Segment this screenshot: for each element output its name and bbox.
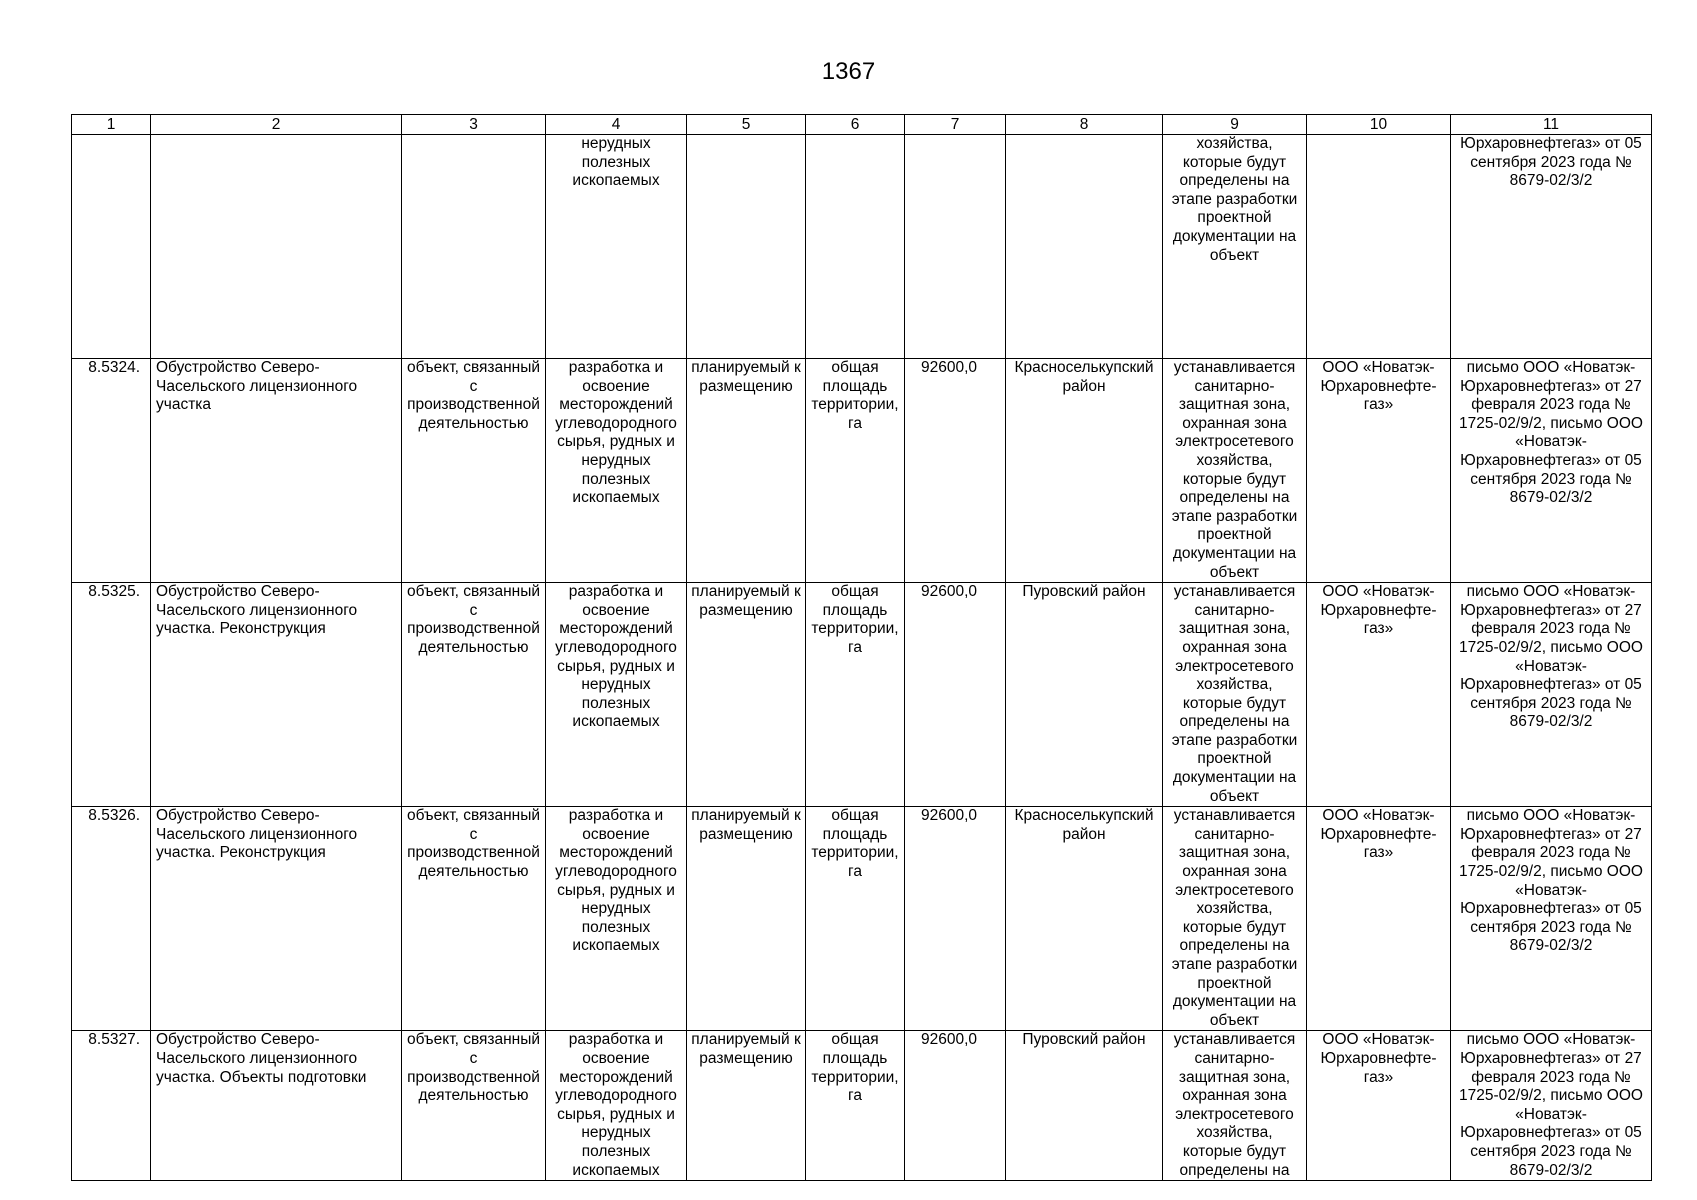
column-header: 10 [1307,115,1451,135]
cell-basis: письмо ООО «Новатэк-Юрхаровнефтегаз» от 27 февраля 2023 года № 1725-02/9/2, письмо ООО «Новатэк-Юрхаровнефтегаз» от 05 сентября 2023 года № 8679-02/3/2 [1451,583,1652,807]
cell-basis: Юрхаровнефтегаз» от 05 сентября 2023 года № 8679-02/3/2 [1451,135,1652,359]
cell-num: 8.5324. [72,359,151,583]
cell-value: 92600,0 [905,807,1006,1031]
cell-characteristic: общая площадь территории, га [806,1031,905,1181]
cell-purpose: разработка и освоение месторождений углеводородного сырья, рудных и нерудных полезных ископаемых [546,1031,687,1181]
cell-location: Пуровский район [1006,1031,1163,1181]
cell-status: планируемый к размещению [687,807,806,1031]
cell-zones: хозяйства, которые будут определены на этапе разработки проектной документации на объект [1163,135,1307,359]
column-header: 1 [72,115,151,135]
cell-purpose: разработка и освоение месторождений углеводородного сырья, рудных и нерудных полезных ископаемых [546,359,687,583]
cell-num: 8.5327. [72,1031,151,1181]
cell-value: 92600,0 [905,583,1006,807]
column-header: 5 [687,115,806,135]
cell-num: 8.5325. [72,583,151,807]
cell-basis: письмо ООО «Новатэк-Юрхаровнефтегаз» от 27 февраля 2023 года № 1725-02/9/2, письмо ООО «Новатэк-Юрхаровнефтегаз» от 05 сентября 2023 года № 8679-02/3/2 [1451,807,1652,1031]
cell-zones: устанавливается санитарно-защитная зона, охранная зона электросетевого хозяйства, которые будут определены на этапе разработки проектной документации на объект [1163,583,1307,807]
cell-name: Обустройство Северо-Часельского лицензионного участка. Объекты подготовки [151,1031,402,1181]
cell-status [687,135,806,359]
cell-name: Обустройство Северо-Часельского лицензионного участка [151,359,402,583]
table-row [72,359,1652,583]
cell-status: планируемый к размещению [687,1031,806,1181]
cell-location: Красноселькупский район [1006,807,1163,1031]
cell-status: планируемый к размещению [687,359,806,583]
cell-purpose: разработка и освоение месторождений углеводородного сырья, рудных и нерудных полезных ископаемых [546,807,687,1031]
table-row-continuation [72,135,1652,359]
table-row [72,583,1652,807]
cell-characteristic: общая площадь территории, га [806,807,905,1031]
table-row [72,1031,1652,1181]
cell-basis: письмо ООО «Новатэк-Юрхаровнефтегаз» от 27 февраля 2023 года № 1725-02/9/2, письмо ООО «Новатэк-Юрхаровнефтегаз» от 05 сентября 2023 года № 8679-02/3/2 [1451,1031,1652,1181]
cell-characteristic [806,135,905,359]
column-header: 4 [546,115,687,135]
cell-name: Обустройство Северо-Часельского лицензионного участка. Реконструкция [151,807,402,1031]
page-number: 1367 [821,58,876,85]
cell-num: 8.5326. [72,807,151,1031]
data-table [71,114,1652,1181]
cell-type: объект, связанный с производственной деятельностью [402,583,546,807]
cell-type: объект, связанный с производственной деятельностью [402,359,546,583]
cell-type: объект, связанный с производственной деятельностью [402,807,546,1031]
cell-characteristic: общая площадь территории, га [806,583,905,807]
cell-organization: ООО «Новатэк-Юрхаровнефте-газ» [1307,583,1451,807]
cell-organization [1307,135,1451,359]
cell-organization: ООО «Новатэк-Юрхаровнефте-газ» [1307,807,1451,1031]
cell-location: Пуровский район [1006,583,1163,807]
cell-type [402,135,546,359]
cell-value: 92600,0 [905,359,1006,583]
cell-name [151,135,402,359]
cell-purpose: нерудных полезных ископаемых [546,135,687,359]
cell-zones: устанавливается санитарно-защитная зона, охранная зона электросетевого хозяйства, которые будут определены на этапе разработки проектной документации на объект [1163,807,1307,1031]
cell-type: объект, связанный с производственной деятельностью [402,1031,546,1181]
column-header: 2 [151,115,402,135]
column-header: 3 [402,115,546,135]
cell-value: 92600,0 [905,1031,1006,1181]
cell-zones: устанавливается санитарно-защитная зона, охранная зона электросетевого хозяйства, которые будут определены на [1163,1031,1307,1181]
cell-basis: письмо ООО «Новатэк-Юрхаровнефтегаз» от 27 февраля 2023 года № 1725-02/9/2, письмо ООО «Новатэк-Юрхаровнефтегаз» от 05 сентября 2023 года № 8679-02/3/2 [1451,359,1652,583]
cell-organization: ООО «Новатэк-Юрхаровнефте-газ» [1307,1031,1451,1181]
column-header: 9 [1163,115,1307,135]
cell-organization: ООО «Новатэк-Юрхаровнефте-газ» [1307,359,1451,583]
column-number-header [72,115,1652,135]
cell-num [72,135,151,359]
cell-purpose: разработка и освоение месторождений углеводородного сырья, рудных и нерудных полезных ископаемых [546,583,687,807]
cell-name: Обустройство Северо-Часельского лицензионного участка. Реконструкция [151,583,402,807]
cell-value [905,135,1006,359]
column-header: 8 [1006,115,1163,135]
cell-characteristic: общая площадь территории, га [806,359,905,583]
cell-location: Красноселькупский район [1006,359,1163,583]
table-row [72,807,1652,1031]
cell-zones: устанавливается санитарно-защитная зона, охранная зона электросетевого хозяйства, которые будут определены на этапе разработки проектной документации на объект [1163,359,1307,583]
column-header: 11 [1451,115,1652,135]
cell-status: планируемый к размещению [687,583,806,807]
column-header: 7 [905,115,1006,135]
column-header: 6 [806,115,905,135]
cell-location [1006,135,1163,359]
